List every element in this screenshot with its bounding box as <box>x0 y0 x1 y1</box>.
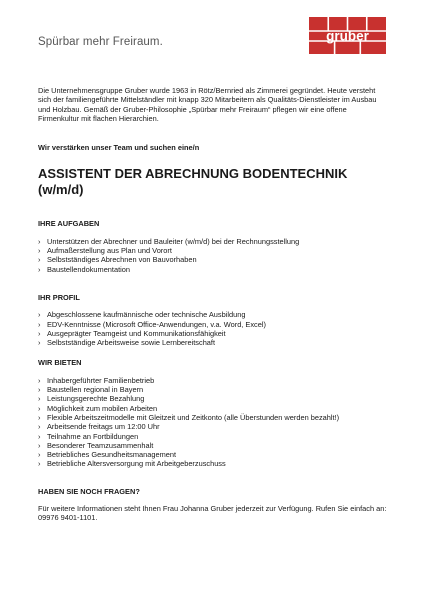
bullet-icon: › <box>38 440 41 450</box>
bieten-list <box>38 376 388 469</box>
list-item-text: Selbstständiges Abrechnen von Bauvorhaben <box>47 255 197 265</box>
aufgaben-list <box>38 237 388 274</box>
tagline: Spürbar mehr Freiraum. <box>38 36 163 48</box>
list-item <box>38 413 388 422</box>
list-item <box>38 404 388 413</box>
bullet-icon: › <box>38 328 41 338</box>
bullet-icon: › <box>38 450 41 460</box>
list-item <box>38 432 388 441</box>
list-item-text: Aufmaßerstellung aus Plan und Vorort <box>47 246 172 256</box>
list-item <box>38 441 388 450</box>
list-item-text: Baustellen regional in Bayern <box>47 385 144 395</box>
profil-list <box>38 310 388 347</box>
list-item <box>38 394 388 403</box>
list-item-text: Inhabergeführter Familienbetrieb <box>47 375 155 385</box>
section-title-aufgaben: IHRE AUFGABEN <box>38 219 100 229</box>
bullet-icon: › <box>38 310 41 320</box>
list-item-text: Selbstständige Arbeitsweise sowie Lernbereitschaft <box>47 338 216 348</box>
list-item <box>38 310 388 319</box>
section-title-profil: IHR PROFIL <box>38 292 80 302</box>
bullet-icon: › <box>38 338 41 348</box>
bullet-icon: › <box>38 394 41 404</box>
bullet-icon: › <box>38 412 41 422</box>
bullet-icon: › <box>38 264 41 274</box>
list-item-text: Besonderer Teamzusammenhalt <box>47 440 154 450</box>
list-item-text: Teilnahme an Fortbildungen <box>47 431 139 441</box>
bullet-icon: › <box>38 375 41 385</box>
list-item <box>38 255 388 264</box>
gruber-logo-icon <box>309 17 386 54</box>
bullet-icon: › <box>38 459 41 469</box>
list-item <box>38 376 388 385</box>
company-intro: Die Unternehmensgruppe Gruber wurde 1963 in Rötz/Bernried als Zimmerei gegründet. Heute versteht sich der familiengeführte Mittelständler mit knapp 320 Mitarbeitern als Qualitäts-Dienstleister im Ausbau und Holzbau. Gemäß der Gruber-Philosophie „Spürbar mehr Freiraum“ pflegen wir eine offene Firmenkultur mit flachen Hierarchien. <box>38 86 377 123</box>
list-item-text: Abgeschlossene kaufmännische oder technische Ausbildung <box>47 310 246 320</box>
bullet-icon: › <box>38 385 41 395</box>
logo-wordmark: gruber <box>326 28 369 44</box>
list-item-text: Flexible Arbeitszeitmodelle mit Gleitzeit und Zeitkonto (alle Überstunden werden bezahlt!) <box>47 412 340 422</box>
list-item <box>38 237 388 246</box>
list-item-text: Betriebliche Altersversorgung mit Arbeitgeberzuschuss <box>47 459 226 469</box>
list-item <box>38 459 388 468</box>
list-item <box>38 422 388 431</box>
list-item <box>38 265 388 274</box>
list-item-text: Möglichkeit zum mobilen Arbeiten <box>47 403 158 413</box>
list-item <box>38 329 388 338</box>
list-item <box>38 320 388 329</box>
list-item-text: Ausgeprägter Teamgeist und Kommunikationsfähigkeit <box>47 328 226 338</box>
gruber-logo <box>309 17 386 54</box>
lead-text: Wir verstärken unser Team und suchen eine/n <box>38 143 200 153</box>
list-item <box>38 385 388 394</box>
bullet-icon: › <box>38 246 41 256</box>
list-item-text: Leistungsgerechte Bezahlung <box>47 394 145 404</box>
section-title-bieten: WIR BIETEN <box>38 358 82 368</box>
bullet-icon: › <box>38 422 41 432</box>
list-item-text: Betriebliches Gesundheitsmanagement <box>47 450 177 460</box>
list-item-text: Baustellendokumentation <box>47 264 130 274</box>
bullet-icon: › <box>38 431 41 441</box>
bullet-icon: › <box>38 319 41 329</box>
list-item-text: Arbeitsende freitags um 12:00 Uhr <box>47 422 160 432</box>
list-item <box>38 246 388 255</box>
bullet-icon: › <box>38 236 41 246</box>
job-ad-body <box>38 86 388 523</box>
bullet-icon: › <box>38 255 41 265</box>
job-title: ASSISTENT DER ABRECHNUNG BODENTECHNIK (w/m/d) <box>38 166 348 197</box>
bullet-icon: › <box>38 403 41 413</box>
list-item <box>38 338 388 347</box>
list-item <box>38 450 388 459</box>
list-item-text: Unterstützen der Abrechner und Bauleiter (w/m/d) bei der Rechnungsstellung <box>47 236 300 246</box>
section-title-fragen: HABEN SIE NOCH FRAGEN? <box>38 486 140 496</box>
list-item-text: EDV-Kenntnisse (Microsoft Office-Anwendungen, v.a. Word, Excel) <box>47 319 266 329</box>
contact-text: Für weitere Informationen steht Ihnen Frau Johanna Gruber jederzeit zur Verfügung. Rufen Sie einfach an: 09976 9401-1101. <box>38 504 387 523</box>
